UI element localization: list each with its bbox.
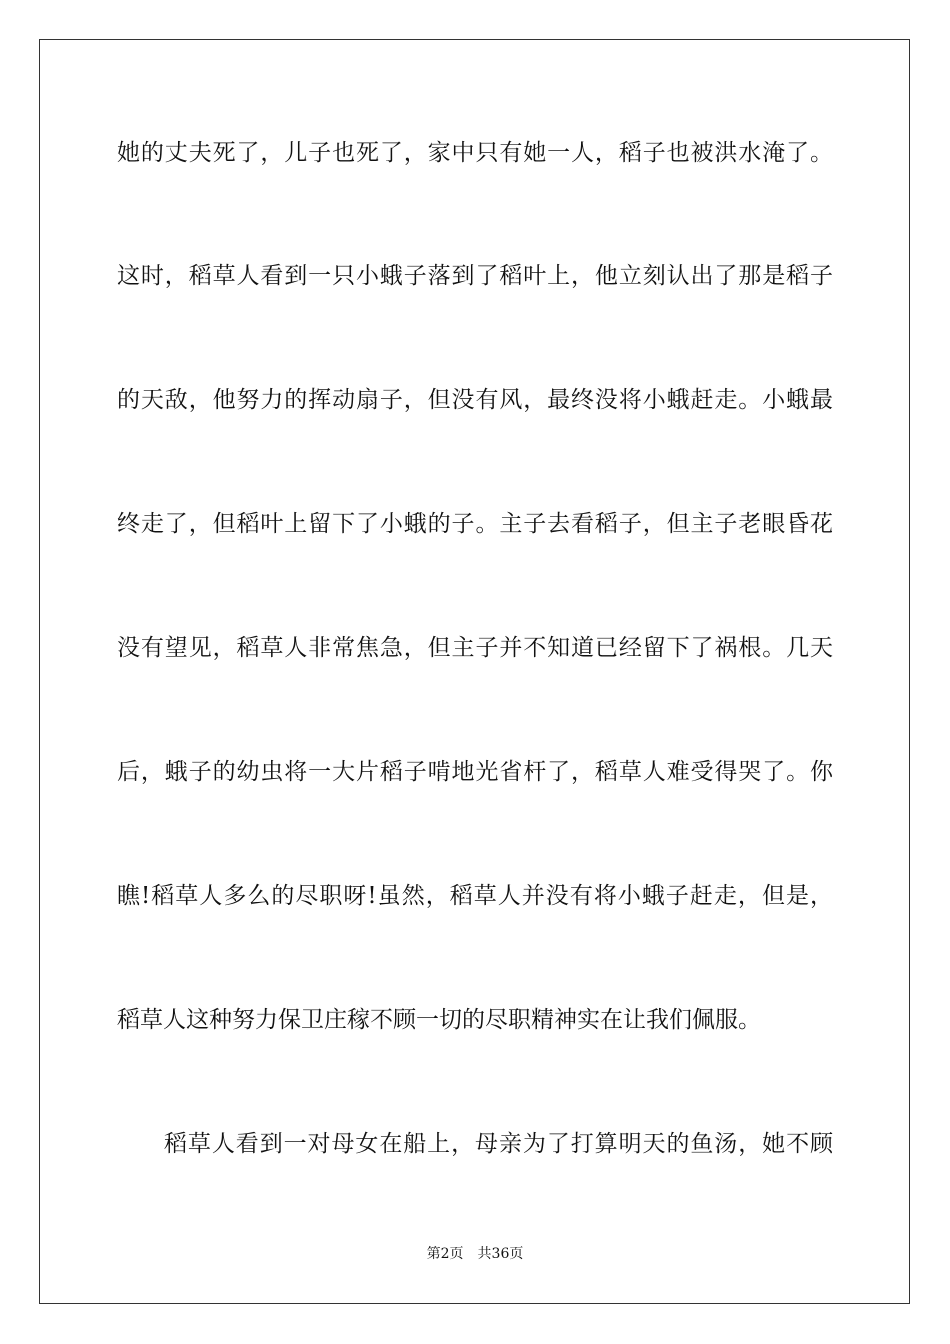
text-line-4: 终走了，但稻叶上留下了小蛾的子。主子去看稻子，但主子老眼昏花 [117, 511, 833, 537]
text-line-3: 的天敌，他努力的挥动扇子，但没有风，最终没将小蛾赶走。小蛾最 [117, 387, 833, 413]
page-frame [39, 39, 910, 1304]
page-number: 第2页 [426, 1246, 464, 1262]
page-footer [0, 1245, 950, 1263]
text-line-8: 稻草人这种努力保卫庄稼不顾一切的尽职精神实在让我们佩服。 [117, 1007, 761, 1033]
text-line-9: 稻草人看到一对母女在船上，母亲为了打算明天的鱼汤，她不顾 [164, 1131, 833, 1157]
text-line-7: 瞧!稻草人多么的尽职呀!虽然，稻草人并没有将小蛾子赶走，但是， [117, 883, 833, 909]
page-total: 共36页 [477, 1246, 524, 1262]
text-line-2: 这时，稻草人看到一只小蛾子落到了稻叶上，他立刻认出了那是稻子 [117, 263, 833, 289]
text-line-1: 她的丈夫死了，儿子也死了，家中只有她一人，稻子也被洪水淹了。 [117, 140, 833, 166]
text-line-5: 没有望见，稻草人非常焦急，但主子并不知道已经留下了祸根。几天 [117, 635, 833, 661]
text-line-6: 后，蛾子的幼虫将一大片稻子啃地光省杆了，稻草人难受得哭了。你 [117, 759, 833, 785]
